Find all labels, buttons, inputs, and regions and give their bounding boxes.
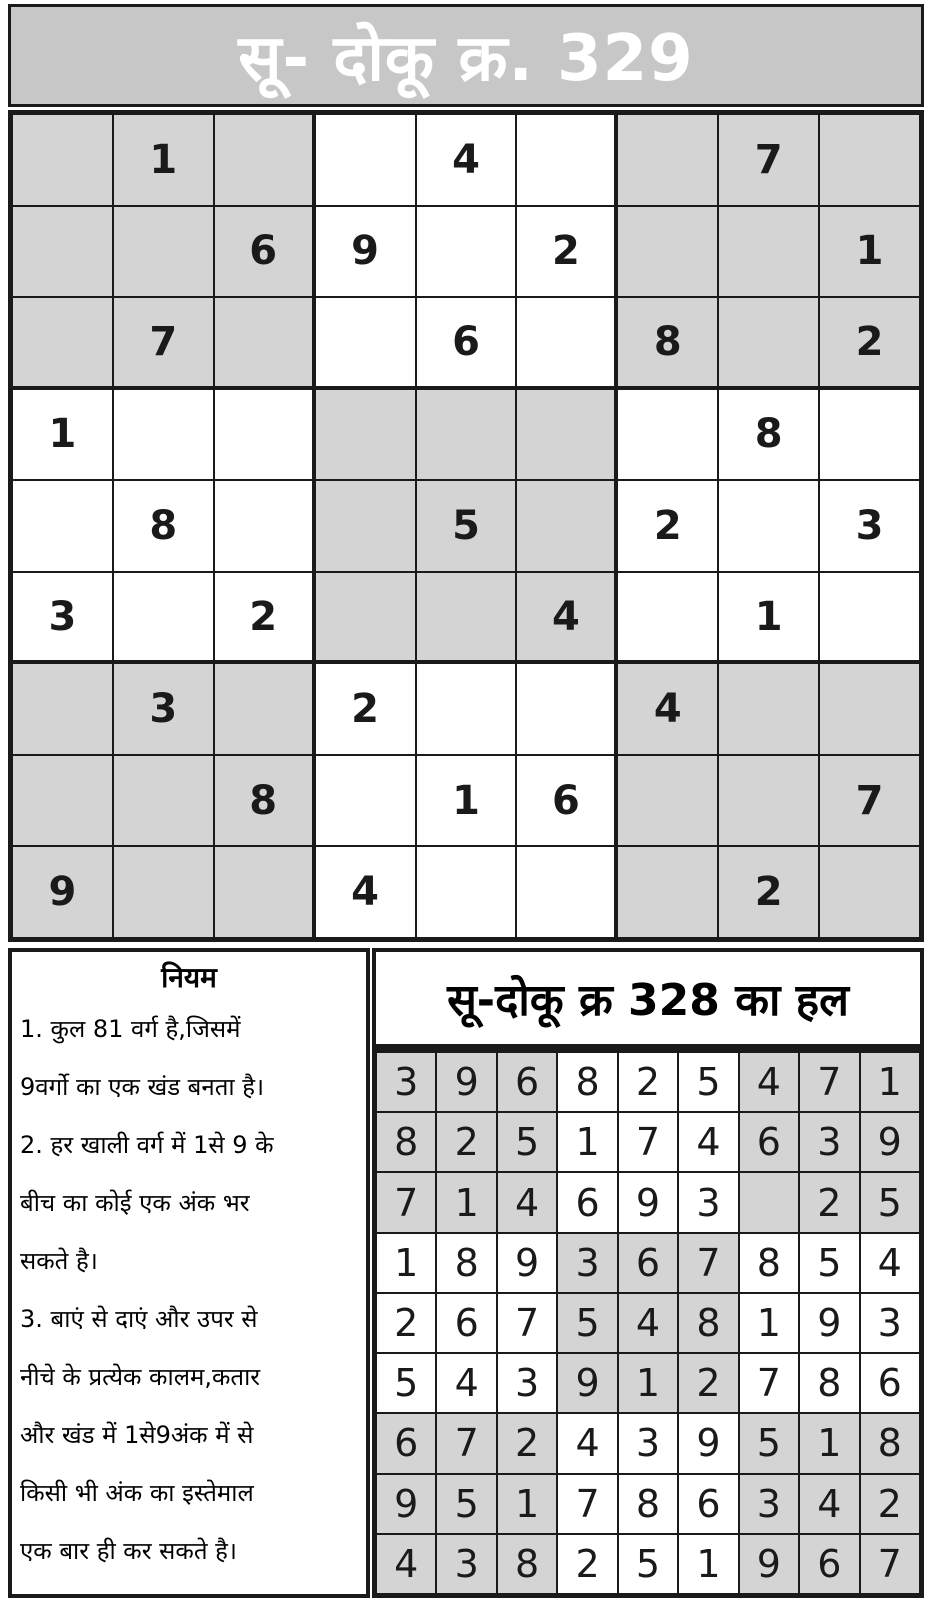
solution-title: सू-दोकू क्र 328 का हल xyxy=(447,975,849,1026)
solution-cell-r6c8: 8 xyxy=(800,1354,858,1412)
puzzle-cell-r8c9: 7 xyxy=(820,756,919,846)
solution-cell-r2c9: 9 xyxy=(861,1113,919,1171)
puzzle-cell-r5c9: 3 xyxy=(820,481,919,571)
puzzle-cell-r3c8 xyxy=(719,298,818,386)
puzzle-cell-r7c4: 2 xyxy=(316,664,415,754)
solution-cell-r3c1: 7 xyxy=(377,1173,435,1231)
rules-line: बीच का कोई एक अंक भर xyxy=(20,1189,250,1217)
puzzle-cell-r9c2 xyxy=(114,847,213,937)
puzzle-cell-r2c3: 6 xyxy=(215,207,312,297)
puzzle-cell-r3c4 xyxy=(316,298,415,386)
puzzle-cell-r4c9 xyxy=(820,390,919,480)
puzzle-cell-r6c7 xyxy=(618,573,717,661)
solution-cell-r4c6: 7 xyxy=(679,1234,737,1292)
solution-cell-r2c3: 5 xyxy=(498,1113,556,1171)
puzzle-cell-r9c7 xyxy=(618,847,717,937)
solution-cell-r9c7: 9 xyxy=(740,1535,798,1593)
puzzle-cell-r7c5 xyxy=(417,664,516,754)
solution-cell-r1c7: 4 xyxy=(740,1053,798,1111)
puzzle-cell-r6c4 xyxy=(316,573,415,661)
solution-cell-r9c2: 3 xyxy=(437,1535,495,1593)
solution-cell-r3c9: 5 xyxy=(861,1173,919,1231)
solution-cell-r4c3: 9 xyxy=(498,1234,556,1292)
puzzle-cell-r4c1: 1 xyxy=(13,390,112,480)
solution-cell-r9c4: 2 xyxy=(558,1535,616,1593)
solution-cell-r2c1: 8 xyxy=(377,1113,435,1171)
puzzle-cell-r6c3: 2 xyxy=(215,573,312,661)
solution-cell-r7c2: 7 xyxy=(437,1414,495,1472)
puzzle-cell-r8c4 xyxy=(316,756,415,846)
puzzle-cell-r1c6 xyxy=(517,115,614,205)
solution-cell-r6c9: 6 xyxy=(861,1354,919,1412)
solution-cell-r5c1: 2 xyxy=(377,1294,435,1352)
solution-cell-r7c3: 2 xyxy=(498,1414,556,1472)
puzzle-cell-r7c6 xyxy=(517,664,614,754)
puzzle-cell-r2c1 xyxy=(13,207,112,297)
rules-line: 2. हर खाली वर्ग में 1से 9 के xyxy=(20,1131,274,1159)
solution-cell-r4c1: 1 xyxy=(377,1234,435,1292)
solution-cell-r7c7: 5 xyxy=(740,1414,798,1472)
puzzle-cell-r5c6 xyxy=(517,481,614,571)
rules-line: 9वर्गो का एक खंड बनता है। xyxy=(20,1073,265,1101)
solution-cell-r5c5: 4 xyxy=(619,1294,677,1352)
solution-cell-r4c8: 5 xyxy=(800,1234,858,1292)
puzzle-cell-r6c9 xyxy=(820,573,919,661)
puzzle-cell-r1c5: 4 xyxy=(417,115,516,205)
solution-cell-r5c9: 3 xyxy=(861,1294,919,1352)
solution-cell-r3c3: 4 xyxy=(498,1173,556,1231)
puzzle-cell-r4c5 xyxy=(417,390,516,480)
puzzle-cell-r6c8: 1 xyxy=(719,573,818,661)
puzzle-cell-r9c4: 4 xyxy=(316,847,415,937)
puzzle-cell-r3c2: 7 xyxy=(114,298,213,386)
solution-cell-r2c8: 3 xyxy=(800,1113,858,1171)
puzzle-cell-r9c9 xyxy=(820,847,919,937)
solution-cell-r2c2: 2 xyxy=(437,1113,495,1171)
solution-cell-r9c6: 1 xyxy=(679,1535,737,1593)
puzzle-cell-r2c7 xyxy=(618,207,717,297)
puzzle-cell-r1c4 xyxy=(316,115,415,205)
solution-cell-r9c5: 5 xyxy=(619,1535,677,1593)
puzzle-cell-r5c7: 2 xyxy=(618,481,717,571)
puzzle-cell-r5c2: 8 xyxy=(114,481,213,571)
puzzle-cell-r5c5: 5 xyxy=(417,481,516,571)
puzzle-cell-r3c9: 2 xyxy=(820,298,919,386)
solution-cell-r1c3: 6 xyxy=(498,1053,556,1111)
solution-cell-r5c8: 9 xyxy=(800,1294,858,1352)
solution-cell-r7c4: 4 xyxy=(558,1414,616,1472)
puzzle-cell-r1c1 xyxy=(13,115,112,205)
rules-line: 3. बाएं से दाएं और उपर से xyxy=(20,1305,258,1333)
puzzle-cell-r5c1 xyxy=(13,481,112,571)
solution-cell-r5c7: 1 xyxy=(740,1294,798,1352)
solution-cell-r8c3: 1 xyxy=(498,1475,556,1533)
puzzle-cell-r8c2 xyxy=(114,756,213,846)
puzzle-cell-r5c3 xyxy=(215,481,312,571)
puzzle-cell-r9c3 xyxy=(215,847,312,937)
solution-cell-r6c3: 3 xyxy=(498,1354,556,1412)
puzzle-cell-r8c3: 8 xyxy=(215,756,312,846)
rules-title: नियम xyxy=(161,961,217,994)
puzzle-cell-r8c6: 6 xyxy=(517,756,614,846)
rules-line: नीचे के प्रत्येक कालम,कतार xyxy=(20,1363,261,1391)
puzzle-cell-r7c1 xyxy=(13,664,112,754)
solution-cell-r7c8: 1 xyxy=(800,1414,858,1472)
solution-cell-r3c6: 3 xyxy=(679,1173,737,1231)
puzzle-cell-r2c2 xyxy=(114,207,213,297)
solution-cell-r8c7: 3 xyxy=(740,1475,798,1533)
rules-line: सकते है। xyxy=(20,1247,98,1275)
puzzle-title-bar xyxy=(8,4,924,107)
solution-cell-r8c8: 4 xyxy=(800,1475,858,1533)
solution-cell-r4c4: 3 xyxy=(558,1234,616,1292)
solution-cell-r8c2: 5 xyxy=(437,1475,495,1533)
puzzle-cell-r4c8: 8 xyxy=(719,390,818,480)
solution-cell-r6c7: 7 xyxy=(740,1354,798,1412)
solution-cell-r1c5: 2 xyxy=(619,1053,677,1111)
puzzle-cell-r3c5: 6 xyxy=(417,298,516,386)
sudoku-grid xyxy=(8,110,924,942)
puzzle-cell-r3c3 xyxy=(215,298,312,386)
solution-cell-r4c5: 6 xyxy=(619,1234,677,1292)
puzzle-cell-r5c4 xyxy=(316,481,415,571)
puzzle-cell-r8c8 xyxy=(719,756,818,846)
solution-cell-r7c1: 6 xyxy=(377,1414,435,1472)
puzzle-cell-r5c8 xyxy=(719,481,818,571)
solution-cell-r4c7: 8 xyxy=(740,1234,798,1292)
solution-cell-r9c9: 7 xyxy=(861,1535,919,1593)
puzzle-cell-r7c7: 4 xyxy=(618,664,717,754)
solution-cell-r3c2: 1 xyxy=(437,1173,495,1231)
solution-cell-r1c6: 5 xyxy=(679,1053,737,1111)
puzzle-cell-r2c4: 9 xyxy=(316,207,415,297)
solution-cell-r6c6: 2 xyxy=(679,1354,737,1412)
rules-line: 1. कुल 81 वर्ग है,जिसमें xyxy=(20,1015,241,1043)
puzzle-cell-r7c3 xyxy=(215,664,312,754)
puzzle-cell-r7c9 xyxy=(820,664,919,754)
solution-cell-r8c1: 9 xyxy=(377,1475,435,1533)
puzzle-cell-r6c1: 3 xyxy=(13,573,112,661)
puzzle-cell-r1c9 xyxy=(820,115,919,205)
puzzle-cell-r1c8: 7 xyxy=(719,115,818,205)
puzzle-cell-r3c1 xyxy=(13,298,112,386)
puzzle-cell-r9c6 xyxy=(517,847,614,937)
puzzle-cell-r2c9: 1 xyxy=(820,207,919,297)
solution-cell-r6c2: 4 xyxy=(437,1354,495,1412)
solution-cell-r2c4: 1 xyxy=(558,1113,616,1171)
puzzle-cell-r4c3 xyxy=(215,390,312,480)
rules-panel xyxy=(8,948,370,1598)
puzzle-cell-r6c2 xyxy=(114,573,213,661)
solution-cell-r5c6: 8 xyxy=(679,1294,737,1352)
puzzle-cell-r4c6 xyxy=(517,390,614,480)
puzzle-cell-r4c7 xyxy=(618,390,717,480)
puzzle-cell-r4c2 xyxy=(114,390,213,480)
solution-cell-r3c5: 9 xyxy=(619,1173,677,1231)
puzzle-cell-r8c5: 1 xyxy=(417,756,516,846)
puzzle-cell-r3c6 xyxy=(517,298,614,386)
solution-cell-r6c5: 1 xyxy=(619,1354,677,1412)
puzzle-cell-r7c2: 3 xyxy=(114,664,213,754)
solution-cell-r8c4: 7 xyxy=(558,1475,616,1533)
solution-cell-r1c8: 7 xyxy=(800,1053,858,1111)
puzzle-cell-r4c4 xyxy=(316,390,415,480)
puzzle-cell-r9c1: 9 xyxy=(13,847,112,937)
solution-cell-r2c6: 4 xyxy=(679,1113,737,1171)
solution-cell-r2c5: 7 xyxy=(619,1113,677,1171)
puzzle-cell-r2c8 xyxy=(719,207,818,297)
solution-cell-r6c4: 9 xyxy=(558,1354,616,1412)
solution-cell-r9c1: 4 xyxy=(377,1535,435,1593)
solution-cell-r4c2: 8 xyxy=(437,1234,495,1292)
solution-cell-r1c1: 3 xyxy=(377,1053,435,1111)
rules-line: और खंड में 1से9अंक में से xyxy=(20,1421,254,1449)
puzzle-cell-r2c5 xyxy=(417,207,516,297)
solution-cell-r1c2: 9 xyxy=(437,1053,495,1111)
solution-cell-r4c9: 4 xyxy=(861,1234,919,1292)
puzzle-cell-r2c6: 2 xyxy=(517,207,614,297)
puzzle-cell-r6c5 xyxy=(417,573,516,661)
solution-cell-r9c8: 6 xyxy=(800,1535,858,1593)
puzzle-cell-r8c7 xyxy=(618,756,717,846)
rules-line: एक बार ही कर सकते है। xyxy=(20,1537,237,1565)
solution-grid xyxy=(372,1048,924,1598)
puzzle-cell-r1c3 xyxy=(215,115,312,205)
solution-cell-r7c9: 8 xyxy=(861,1414,919,1472)
puzzle-title: सू- दोकू क्र. 329 xyxy=(238,22,694,96)
puzzle-cell-r9c5 xyxy=(417,847,516,937)
rules-line: किसी भी अंक का इस्तेमाल xyxy=(20,1479,254,1507)
solution-cell-r3c7 xyxy=(740,1173,798,1231)
solution-cell-r3c8: 2 xyxy=(800,1173,858,1231)
puzzle-cell-r1c2: 1 xyxy=(114,115,213,205)
solution-cell-r5c4: 5 xyxy=(558,1294,616,1352)
puzzle-cell-r7c8 xyxy=(719,664,818,754)
solution-cell-r3c4: 6 xyxy=(558,1173,616,1231)
puzzle-cell-r3c7: 8 xyxy=(618,298,717,386)
solution-cell-r8c5: 8 xyxy=(619,1475,677,1533)
puzzle-cell-r6c6: 4 xyxy=(517,573,614,661)
solution-cell-r5c2: 6 xyxy=(437,1294,495,1352)
solution-cell-r7c6: 9 xyxy=(679,1414,737,1472)
puzzle-cell-r8c1 xyxy=(13,756,112,846)
solution-cell-r5c3: 7 xyxy=(498,1294,556,1352)
puzzle-cell-r1c7 xyxy=(618,115,717,205)
solution-cell-r6c1: 5 xyxy=(377,1354,435,1412)
solution-cell-r8c9: 2 xyxy=(861,1475,919,1533)
solution-cell-r2c7: 6 xyxy=(740,1113,798,1171)
solution-cell-r9c3: 8 xyxy=(498,1535,556,1593)
solution-title-box xyxy=(372,948,924,1048)
solution-cell-r7c5: 3 xyxy=(619,1414,677,1472)
solution-cell-r8c6: 6 xyxy=(679,1475,737,1533)
solution-cell-r1c9: 1 xyxy=(861,1053,919,1111)
puzzle-cell-r9c8: 2 xyxy=(719,847,818,937)
solution-cell-r1c4: 8 xyxy=(558,1053,616,1111)
